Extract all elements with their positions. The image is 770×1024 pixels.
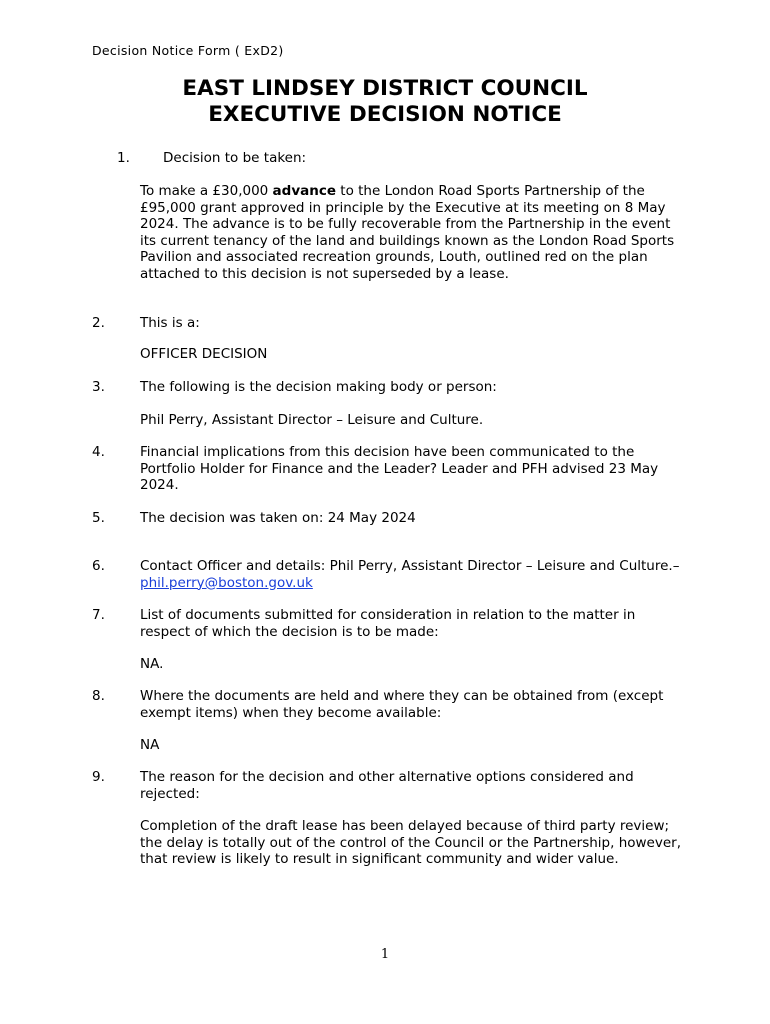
decision-type: OFFICER DECISION [140, 346, 268, 362]
item-heading: The following is the decision making body or person: [140, 379, 497, 395]
page-number: 1 [380, 947, 390, 962]
item-number: 5. [92, 510, 105, 526]
item-number: 4. [92, 444, 105, 460]
item-heading: The decision was taken on: 24 May 2024 [140, 510, 416, 526]
item-number: 1. [117, 150, 130, 166]
documents-location: NA [140, 737, 160, 753]
decision-text-rest: to the London Road Sports Partnership of the £95,000 grant approved in principle by the Executive at its meeting on 8 May 2024. The advance is to be fully recoverable from the Partnership in the event its current tenancy of the land and buildings known as the London Road Sports Pavilion and associated recreation grounds, Louth, outlined red on the plan attached to this decision is not superseded by a lease. [140, 183, 675, 282]
item-number: 6. [92, 558, 105, 574]
decision-text-start: To make a £30,000 [140, 183, 273, 199]
item-heading: List of documents submitted for consideration in relation to the matter in respect of which the decision is to be made: [140, 607, 636, 640]
decision-text-emphasis: advance [272, 183, 336, 199]
decision-reason: Completion of the draft lease has been delayed because of third party review; the delay is totally out of the control of the Council or the Partnership, however, that review is likely to result in significant community and wider value. [140, 818, 682, 867]
item-heading: The reason for the decision and other alternative options considered and rejected: [140, 769, 634, 802]
item-heading: Where the documents are held and where they can be obtained from (except exempt items) when they become available: [140, 688, 664, 721]
form-reference: Decision Notice Form ( ExD2) [92, 43, 284, 58]
documents-list: NA. [140, 656, 164, 672]
decision-maker: Phil Perry, Assistant Director – Leisure and Culture. [140, 412, 484, 428]
item-number: 7. [92, 607, 105, 623]
council-name-heading: EAST LINDSEY DISTRICT COUNCIL [182, 76, 588, 101]
item-heading: This is a: [140, 315, 200, 331]
decision-description [140, 183, 685, 282]
contact-details: Contact Officer and details: Phil Perry, Assistant Director – Leisure and Culture.– [140, 558, 680, 574]
item-heading: Decision to be taken: [163, 150, 307, 166]
item-heading [140, 558, 685, 591]
item-number: 3. [92, 379, 105, 395]
item-number: 9. [92, 769, 105, 785]
notice-title-heading: EXECUTIVE DECISION NOTICE [208, 102, 562, 127]
item-heading: Financial implications from this decision have been communicated to the Portfolio Holder for Finance and the Leader? Leader and PFH advised 23 May 2024. [140, 444, 659, 493]
item-number: 8. [92, 688, 105, 704]
contact-email-link[interactable]: phil.perry@boston.gov.uk [140, 574, 313, 591]
item-number: 2. [92, 315, 105, 331]
